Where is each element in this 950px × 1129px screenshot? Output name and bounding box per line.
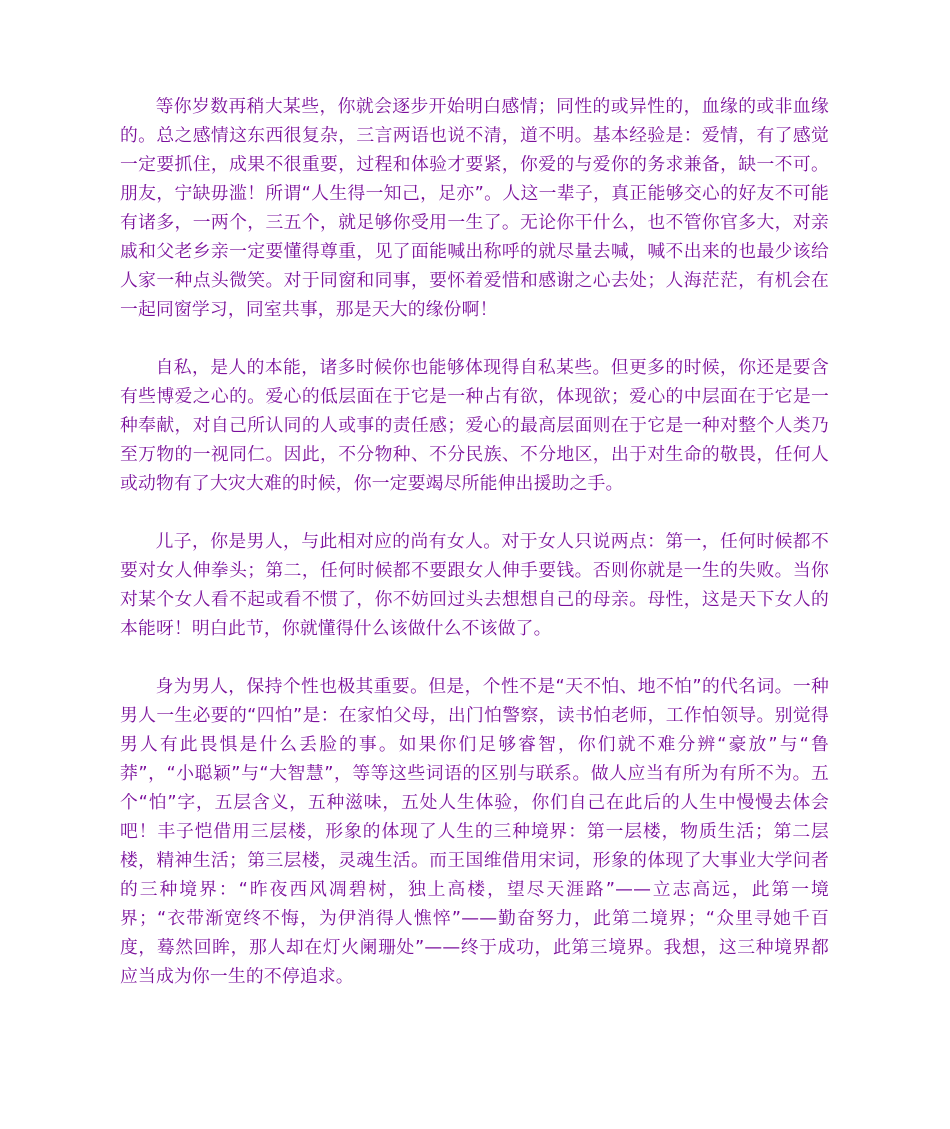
- paragraph-feelings: 等你岁数再稍大某些，你就会逐步开始明白感情；同性的或异性的，血缘的或非血缘的。总之感情这东西很复杂，三言两语也说不清，道不明。基本经验是：爱情，有了感觉一定要抓住，成果不很重要，过程和体验才要紧，你爱的与爱你的务求兼备，缺一不可。朋友，宁缺毋滥！所谓“人生得一知己，足亦”。人这一辈子，真正能够交心的好友不可能有诸多，一两个，三五个，就足够你受用一生了。无论你干什么，也不管你官多大，对亲戚和父老乡亲一定要懂得尊重，见了面能喊出称呼的就尽量去喊，喊不出来的也最少该给人家一种点头微笑。对于同窗和同事，要怀着爱惜和感谢之心去处；人海茫茫，有机会在一起同窗学习，同室共事，那是天大的缘份啊！: [120, 96, 829, 320]
- paragraph-personality-and-realms: 身为男人，保持个性也极其重要。但是，个性不是“天不怕、地不怕”的代名词。一种男人一生必要的“四怕”是：在家怕父母，出门怕警察，读书怕老师，工作怕领导。别觉得男人有此畏惧是什么丢脸的事。如果你们足够睿智，你们就不难分辨“豪放”与“鲁莽”，“小聪颖”与“大智慧”，等等这些词语的区别与联系。做人应当有所为有所不为。五个“怕”字，五层含义，五种滋味，五处人生体验，你们自己在此后的人生中慢慢去体会吧！丰子恺借用三层楼，形象的体现了人生的三种境界：第一层楼，物质生活；第二层楼，精神生活；第三层楼，灵魂生活。而王国维借用宋词，形象的体现了大事业大学问者的三种境界：“昨夜西风凋碧树，独上高楼，望尽天涯路”——立志高远，此第一境界；“衣带渐宽终不悔，为伊消得人憔悴”——勤奋努力，此第二境界；“众里寻她千百度，蓦然回眸，那人却在灯火阑珊处”——终于成功，此第三境界。我想，这三种境界都应当成为你一生的不停追求。: [120, 676, 829, 987]
- paragraph-selfishness-and-love: 自私，是人的本能，诸多时候你也能够体现得自私某些。但更多的时候，你还是要含有些博爱之心的。爱心的低层面在于它是一种占有欲，体现欲；爱心的中层面在于它是一种奉献，对自己所认同的人或事的责任感；爱心的最高层面则在于它是一种对整个人类乃至万物的一视同仁。因此，不分物种、不分民族、不分地区，出于对生命的敬畏，任何人或动物有了大灾大难的时候，你一定要竭尽所能伸出援助之手。: [120, 357, 829, 494]
- document-body: [120, 92, 829, 991]
- paragraph-men-and-women: 儿子，你是男人，与此相对应的尚有女人。对于女人只说两点：第一，任何时候都不要对女人伸拳头；第二，任何时候都不要跟女人伸手要钱。否则你就是一生的失败。当你对某个女人看不起或看不惯了，你不妨回过头去想想自己的母亲。母性，这是天下女人的本能呀！明白此节，你就懂得什么该做什么不该做了。: [120, 531, 829, 639]
